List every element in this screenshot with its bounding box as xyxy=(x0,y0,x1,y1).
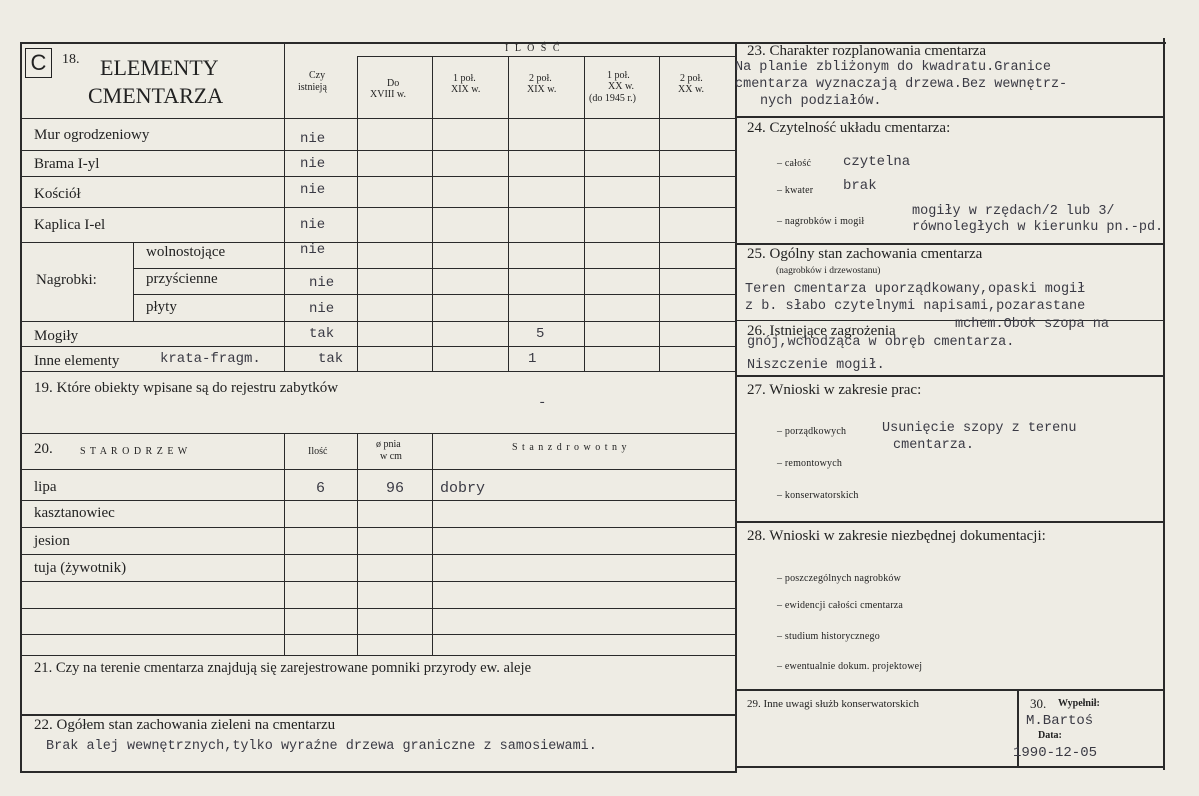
s18-vline-b xyxy=(357,56,358,372)
row-kaplica-exists: nie xyxy=(300,217,326,233)
col4-l3: (do 1945 r.) xyxy=(589,93,636,104)
s18-hline-8 xyxy=(20,346,736,347)
s26-label: 26. Istniejące zagrożenia xyxy=(747,323,896,339)
s30-date-label: Data: xyxy=(1038,730,1062,741)
col2-l1: 1 poł. xyxy=(453,73,476,84)
inne-value: krata-fragm. xyxy=(160,351,261,367)
col3-l1: 2 poł. xyxy=(529,73,552,84)
s18-vline-c xyxy=(432,56,433,372)
s27-porz-label: – porządkowych xyxy=(777,426,847,437)
nagrobki-plyty-label: płyty xyxy=(146,299,177,315)
s18-header-bottom xyxy=(20,118,736,119)
tree-lipa-state: dobry xyxy=(440,480,486,497)
frame-bottom xyxy=(20,771,736,773)
s20-vline-c xyxy=(432,433,433,655)
tree-jesion-name: jesion xyxy=(34,533,70,549)
s20-number: 20. xyxy=(34,441,53,457)
s25-top xyxy=(736,243,1165,245)
nagrobki-przysc-exists: nie xyxy=(309,275,335,291)
s25-sub: (nagrobków i drzewostanu) xyxy=(776,266,881,276)
s23-line1: Na planie zbliżonym do kwadratu.Granice xyxy=(735,60,1051,75)
s18-vline-e xyxy=(584,56,585,372)
s30-name: M.Bartoś xyxy=(1026,713,1094,729)
col2-l2: XIX w. xyxy=(451,84,481,95)
tree-lipa-count: 6 xyxy=(316,480,326,497)
frame-bottom-right xyxy=(736,766,1165,768)
row-brama-label: Brama I-yl xyxy=(34,156,100,172)
s27-konserw-label: – konserwatorskich xyxy=(777,490,859,501)
s19-value: - xyxy=(538,395,547,411)
s23-label: 23. Charakter rozplanowania cmentarza xyxy=(747,43,987,59)
s27-top xyxy=(736,375,1165,377)
s24-top xyxy=(736,116,1165,118)
s27-label: 27. Wnioski w zakresie prac: xyxy=(747,382,922,398)
frame-right xyxy=(1163,38,1165,770)
s25-line1: Teren cmentarza uporządkowany,opaski mogił xyxy=(745,282,1086,297)
s18-hline-3 xyxy=(20,207,736,208)
inne-count: 1 xyxy=(528,351,537,367)
s20-vline-a xyxy=(284,433,285,655)
nagrobki-label: Nagrobki: xyxy=(36,272,97,288)
s28-item-2: – ewidencji całości cmentarza xyxy=(777,600,904,611)
s28-item-3: – studium historycznego xyxy=(777,631,880,642)
col-exists-2: istnieją xyxy=(298,82,327,93)
s24-kwater-label: – kwater xyxy=(777,185,814,196)
s20-col-diam-1: ø pnia xyxy=(376,439,401,450)
s20-hline-3 xyxy=(20,554,736,555)
s18-vline-f xyxy=(659,56,660,372)
nagrobki-wolno-label: wolnostojące xyxy=(146,244,226,260)
s20-hline-1 xyxy=(20,500,736,501)
s24-nagrobkow-line2: równoległych w kierunku pn.-pd. xyxy=(912,220,1164,235)
s20-hline-4 xyxy=(20,581,736,582)
tree-kasztanowiec-name: kasztanowiec xyxy=(34,505,115,521)
s18-hline-5 xyxy=(133,268,736,269)
s18-title-line2: CMENTARZA xyxy=(88,83,224,108)
s18-hline-1 xyxy=(20,150,736,151)
col-exists-1: Czy xyxy=(309,70,326,81)
s27-porz-line2: cmentarza. xyxy=(893,438,975,453)
s18-hline-7 xyxy=(20,321,736,322)
s18-title-line1: ELEMENTY xyxy=(100,55,219,80)
s22-top xyxy=(20,714,736,716)
inne-exists: tak xyxy=(318,351,344,367)
s27-remont-label: – remontowych xyxy=(777,458,843,469)
s20-top xyxy=(20,433,736,434)
col5-l2: XX w. xyxy=(678,84,705,95)
tree-lipa-name: lipa xyxy=(34,479,57,495)
s22-value: Brak alej wewnętrznych,tylko wyraźne drzewa graniczne z samosiewami. xyxy=(46,739,597,754)
s24-calosc-value: czytelna xyxy=(843,154,911,170)
tree-tuja-name: tuja (żywotnik) xyxy=(34,560,127,576)
ilosc-underline xyxy=(357,56,735,57)
s23-line3: nych podziałów. xyxy=(760,94,882,109)
s18-bottom xyxy=(20,371,736,372)
s30-number: 30. xyxy=(1030,696,1047,711)
row-kosciol-exists: nie xyxy=(300,182,326,198)
c-box: C xyxy=(25,48,52,78)
s19-label: 19. Które obiekty wpisane są do rejestru zabytków xyxy=(34,380,339,396)
s20-header-bottom xyxy=(20,469,736,470)
nagrobki-przysc-label: przyścienne xyxy=(146,271,218,287)
s26-line1: mchem.Obok szopa na xyxy=(955,317,1109,332)
s20-title: S T A R O D R Z E W xyxy=(80,446,189,457)
s25-label: 25. Ogólny stan zachowania cmentarza xyxy=(747,246,983,262)
mogily-exists: tak xyxy=(309,326,335,342)
row-kaplica-label: Kaplica I-el xyxy=(34,217,106,233)
row-mur-exists: nie xyxy=(300,131,326,147)
frame-left xyxy=(20,42,22,773)
s28-item-4: – ewentualnie dokum. projektowej xyxy=(777,661,923,672)
col3-l2: XIX w. xyxy=(527,84,557,95)
s18-number: 18. xyxy=(62,52,80,67)
s20-hline-6 xyxy=(20,634,736,635)
frame-top xyxy=(20,42,1166,44)
s21-label: 21. Czy na terenie cmentarza znajdują się zarejestrowane pomniki przyrody ew. aleje xyxy=(34,660,532,676)
tree-lipa-diam: 96 xyxy=(386,480,405,497)
row-kosciol-label: Kościół xyxy=(34,186,81,202)
s20-col-count: Ilość xyxy=(308,446,328,457)
s28-item-1: – poszczególnych nagrobków xyxy=(777,573,902,584)
s28-top xyxy=(736,521,1165,523)
s30-date: 1990-12-05 xyxy=(1013,745,1098,761)
s24-kwater-value: brak xyxy=(843,178,877,194)
col4-l2: XX w. xyxy=(608,81,635,92)
s18-vline-d xyxy=(508,56,509,372)
s29-label: 29. Inne uwagi służb konserwatorskich xyxy=(747,698,919,710)
col1-l2: XVIII w. xyxy=(370,89,407,100)
s28-label: 28. Wnioski w zakresie niezbędnej dokumentacji: xyxy=(747,528,1046,544)
s26-line2: gnój,wchodząca w obręb cmentarza. xyxy=(747,335,1015,350)
s20-col-diam-2: w cm xyxy=(380,451,402,462)
s18-hline-6 xyxy=(133,294,736,295)
col4-l1: 1 poł. xyxy=(607,70,630,81)
s20-hline-2 xyxy=(20,527,736,528)
nagrobki-vline xyxy=(133,242,134,322)
s24-nagrobkow-label: – nagrobków i mogił xyxy=(777,216,865,227)
mogily-label: Mogiły xyxy=(34,328,79,344)
s18-hline-2 xyxy=(20,176,736,177)
nagrobki-wolno-exists: nie xyxy=(300,242,326,258)
s18-hline-4 xyxy=(20,242,736,243)
s24-calosc-label: – całość xyxy=(777,158,812,169)
inne-label: Inne elementy xyxy=(34,353,120,369)
s23-line2: cmentarza wyznaczają drzewa.Bez wewnętrz- xyxy=(735,77,1068,92)
s24-nagrobkow-line1: mogiły w rzędach/2 lub 3/ xyxy=(912,204,1115,219)
s26-line3: Niszczenie mogił. xyxy=(747,358,885,373)
row-mur-label: Mur ogrodzeniowy xyxy=(34,127,150,143)
col5-l1: 2 poł. xyxy=(680,73,703,84)
col-group-ilosc: I L O Ś Ć xyxy=(505,43,562,54)
s20-col-state: S t a n z d r o w o t n y xyxy=(512,442,628,453)
s29-top xyxy=(736,689,1165,691)
s20-hline-5 xyxy=(20,608,736,609)
mogily-count: 5 xyxy=(536,326,545,342)
s30-label: Wypełnił: xyxy=(1058,698,1100,709)
s25-line2: z b. słabo czytelnymi napisami,pozarastane xyxy=(745,299,1086,314)
s20-vline-b xyxy=(357,433,358,655)
s24-label: 24. Czytelność układu cmentarza: xyxy=(747,120,951,136)
s22-label: 22. Ogółem stan zachowania zieleni na cmentarzu xyxy=(34,717,336,733)
row-brama-exists: nie xyxy=(300,156,326,172)
s27-porz-line1: Usunięcie szopy z terenu xyxy=(882,421,1077,436)
col1-l1: Do xyxy=(387,78,400,89)
nagrobki-plyty-exists: nie xyxy=(309,301,335,317)
center-divider xyxy=(735,42,737,773)
s21-top xyxy=(20,655,736,656)
